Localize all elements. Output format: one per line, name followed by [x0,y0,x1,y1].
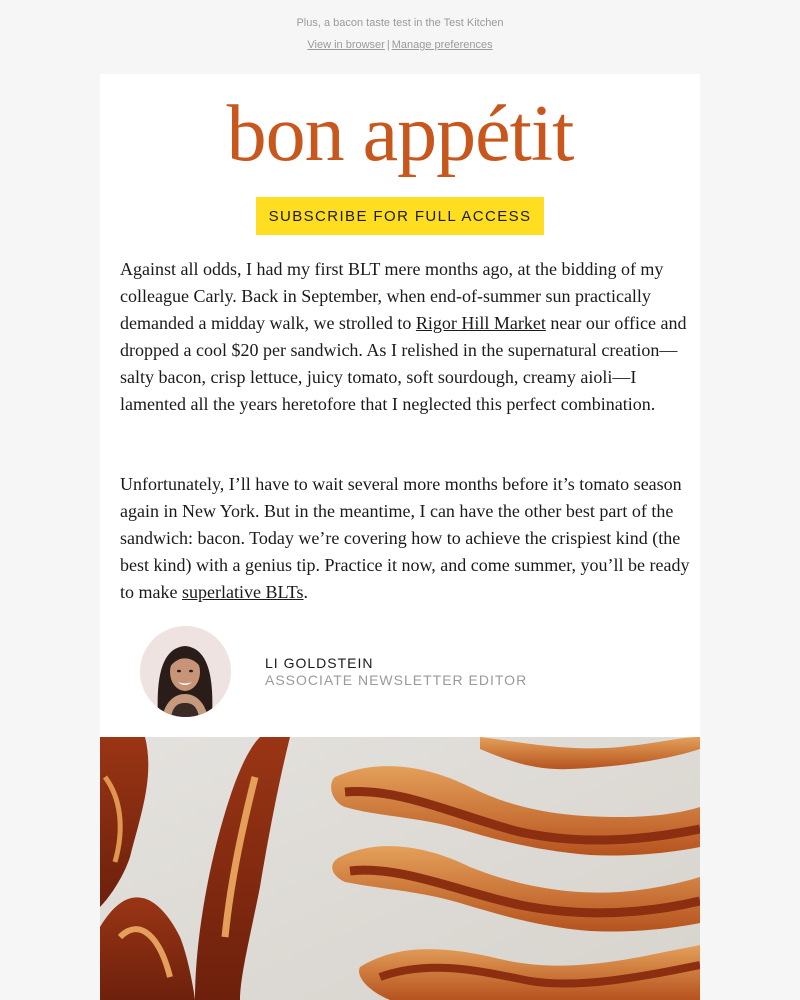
bon-appetit-logo[interactable]: bon appétit [226,90,574,178]
paragraph-1-text-a: Against all odds, I had my first BLT mere months ago, at the bidding of my colleague Carly. Back in September, when end-of-summer sun practically demanded a midday walk, we strolled to [120,259,664,333]
bacon-image-icon [100,737,700,1000]
rigor-hill-market-link[interactable]: Rigor Hill Market [415,313,546,333]
paragraph-1-text-b: near our office and dropped a cool $20 per sandwich. As I relished in the supernatural creation—salty bacon, crisp lettuce, juicy tomato, soft sourdough, creamy aioli—I lamented all the years heretofore that I neglected this perfect combination. [120,313,687,414]
article-paragraph-2 [120,471,690,606]
article-paragraph-1 [120,256,690,418]
superlative-blts-link[interactable]: superlative BLTs [181,582,304,602]
manage-preferences-link[interactable]: Manage preferences [391,39,493,51]
bacon-hero-image[interactable] [100,737,700,1000]
avatar [140,626,231,717]
view-in-browser-link[interactable]: View in browser [307,39,385,51]
author-title: ASSOCIATE NEWSLETTER EDITOR [265,672,528,688]
author-name: LI GOLDSTEIN [265,655,374,671]
subscribe-button[interactable]: SUBSCRIBE FOR FULL ACCESS [256,197,544,235]
preheader-links [0,39,800,51]
link-separator: | [386,39,390,51]
paragraph-2-text-a: Unfortunately, I’ll have to wait several more months before it’s tomato season again in New York. But in the meantime, I can have the other best part of the sandwich: bacon. Today we’re covering how to achieve the crispiest kind (the best kind) with a genius tip. Practice it now, and come summer, you’ll be ready to make [120,474,690,602]
author-byline [140,626,660,718]
paragraph-2-text-b: . [303,582,309,602]
author-photo-icon [140,626,231,717]
email-card [100,74,700,1000]
preheader-text: Plus, a bacon taste test in the Test Kitchen [296,17,504,29]
